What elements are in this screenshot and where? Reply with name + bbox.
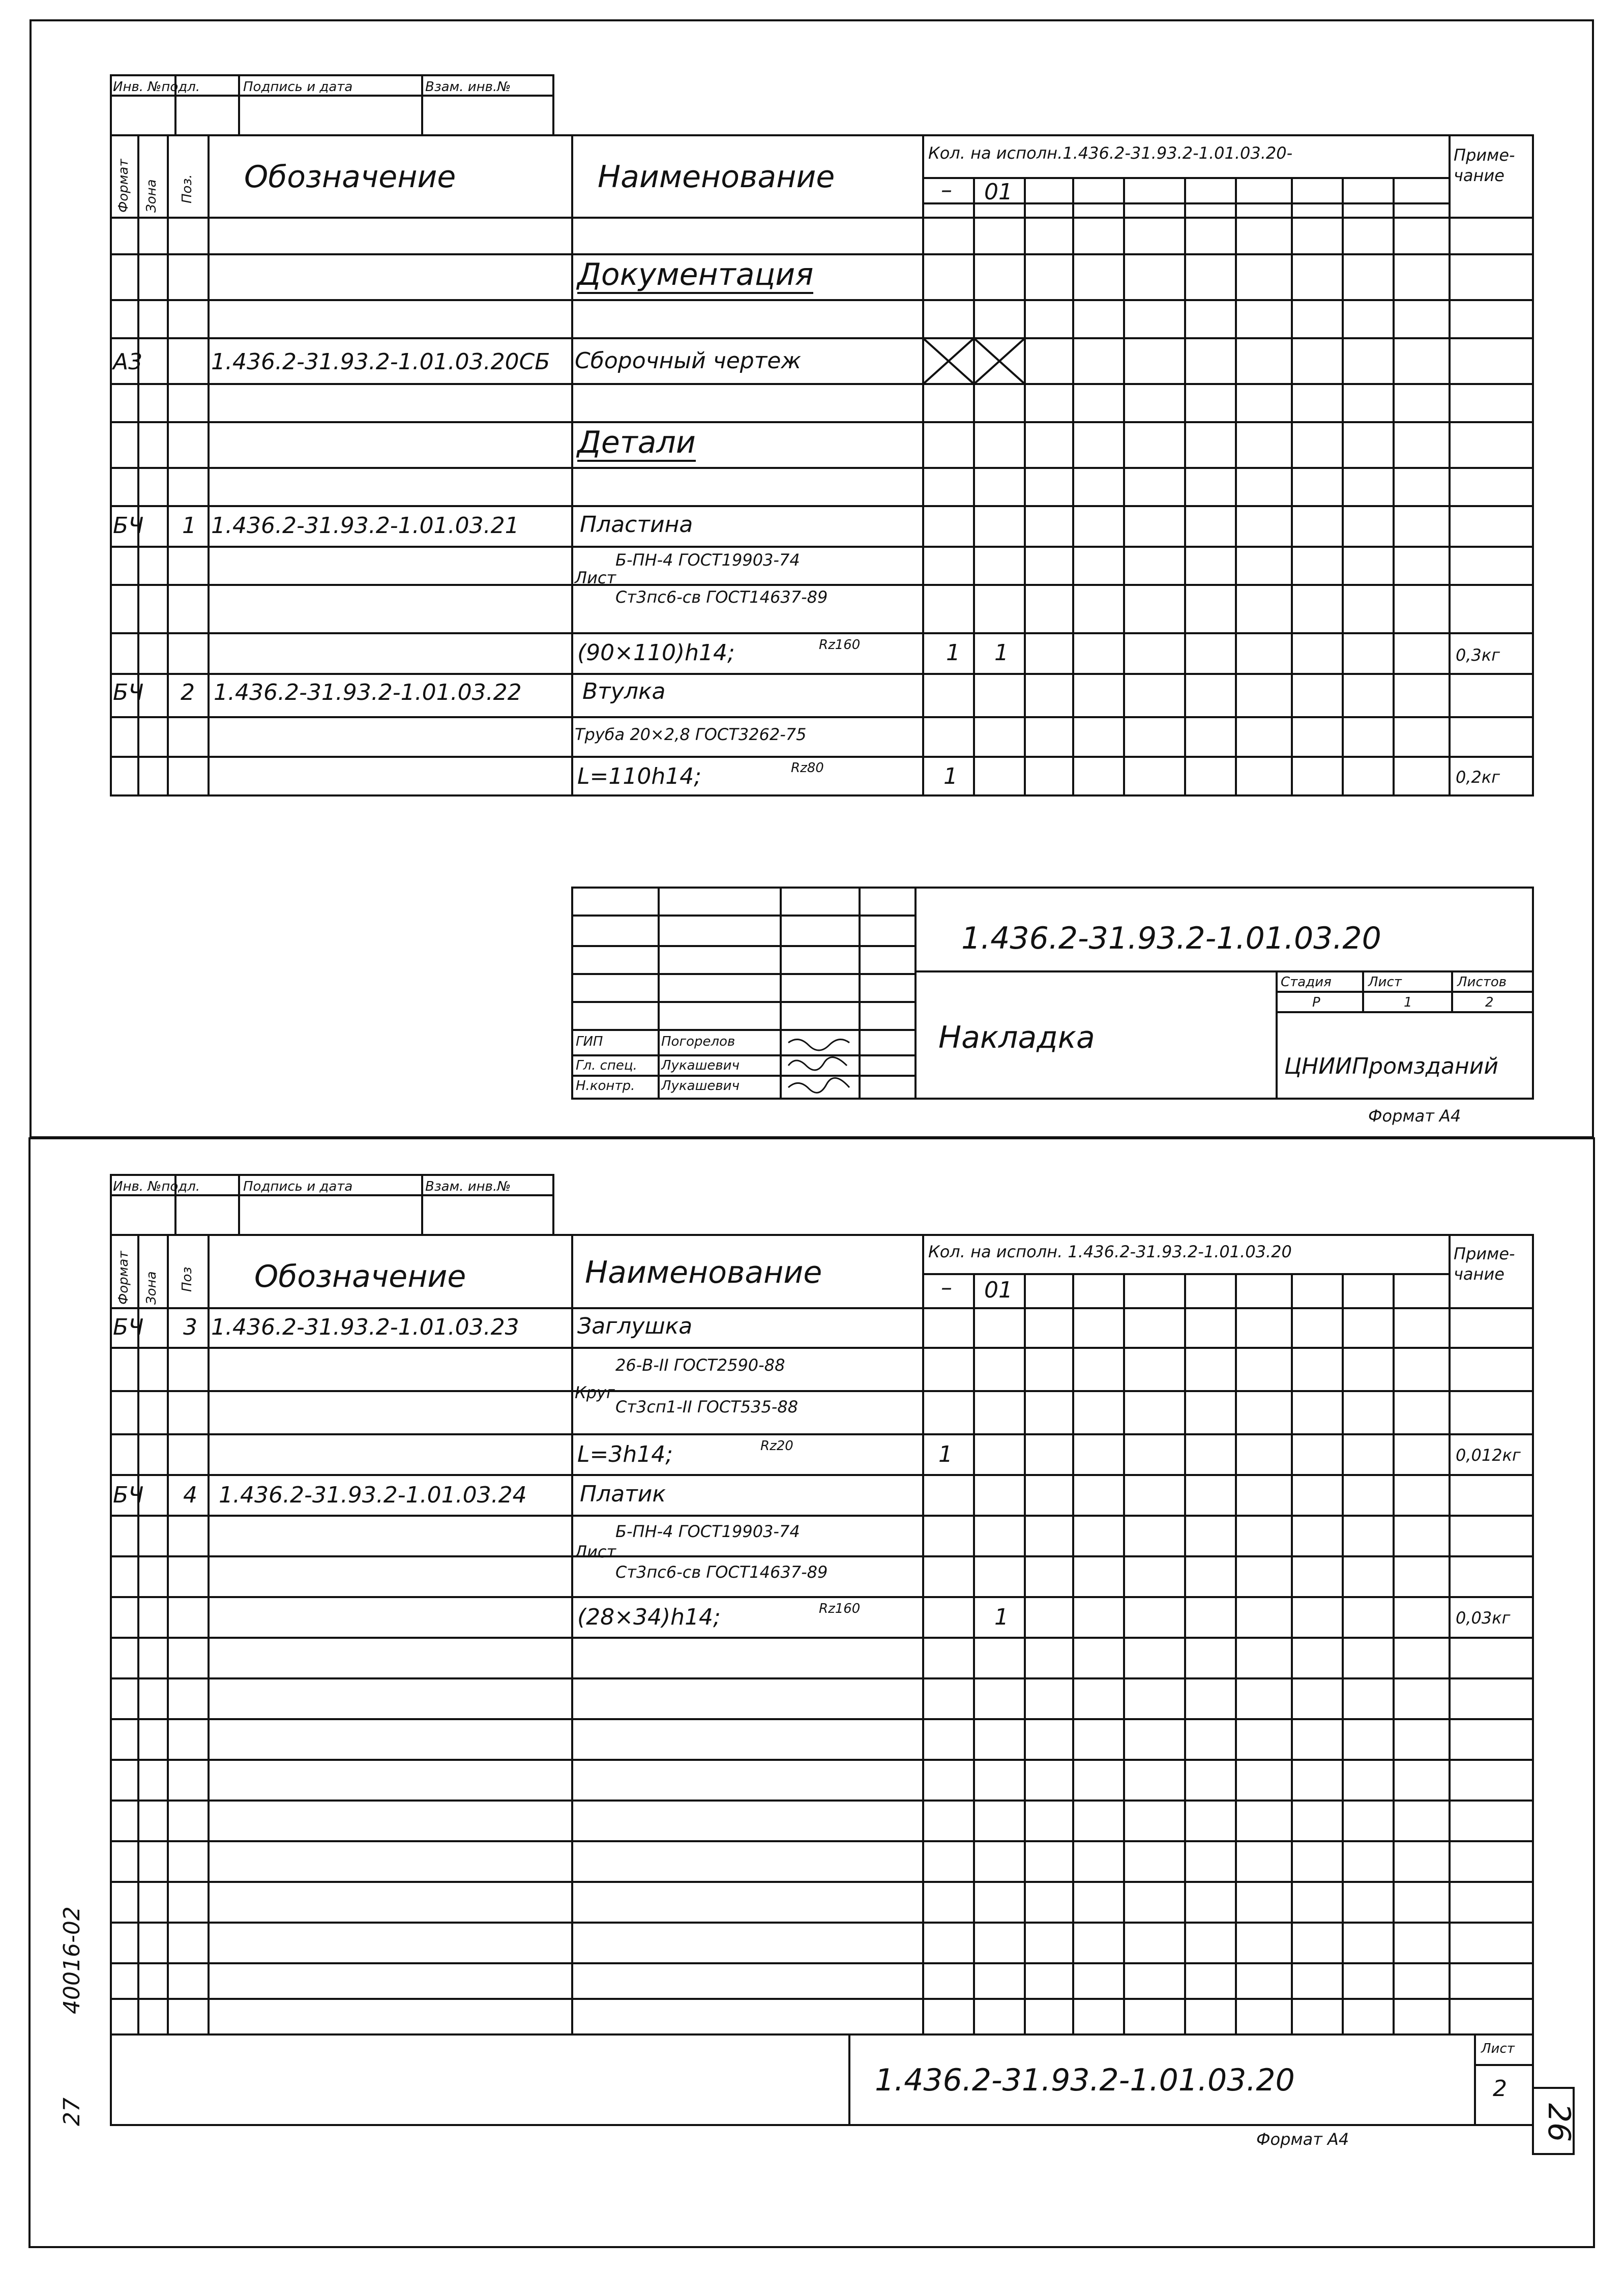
bottom-row-1-format: БЧ — [113, 1314, 144, 1340]
signer-1-name: Погорелов — [661, 1034, 735, 1049]
material-1-prefix: Лист — [575, 568, 616, 587]
top-title-listov-label: Листов — [1457, 975, 1507, 990]
signer-1-role: ГИП — [576, 1034, 603, 1049]
material-1-rz: Rz160 — [819, 637, 861, 653]
bottom-header-stamp-vzam-inv: Взам. инв.№ — [425, 1179, 511, 1194]
side-code: 40016-02 — [59, 1906, 85, 2014]
col-kol-dash: – — [941, 177, 952, 203]
bottom-title-code: 1.436.2-31.93.2-1.01.03.20 — [875, 2062, 1295, 2098]
material-1-q2: 1 — [994, 640, 1009, 666]
material-2-size: L=110h14; — [577, 763, 702, 789]
bottom-row-2-poz: 4 — [183, 1482, 197, 1508]
material-1-size: (90×110)h14; — [577, 640, 735, 666]
signer-2-role: Гл. спец. — [576, 1058, 637, 1073]
top-title-org: ЦНИИПромзданий — [1284, 1053, 1498, 1079]
top-title-code: 1.436.2-31.93.2-1.01.03.20 — [961, 921, 1381, 956]
bottom-col-zona-label: Зона — [144, 1271, 159, 1305]
row-3-naim: Втулка — [582, 679, 666, 704]
row-1-naim: Сборочный чертеж — [575, 348, 802, 374]
material-3-size: L=3h14; — [577, 1441, 673, 1467]
material-4-prefix: Лист — [575, 1542, 616, 1561]
signer-3-name: Лукашевич — [661, 1078, 740, 1094]
col-format-label: Формат — [116, 159, 131, 213]
bottom-col-kol-dash: – — [941, 1275, 952, 1301]
material-2-q1: 1 — [943, 763, 958, 789]
col-primechanie-label: Приме- чание — [1454, 145, 1515, 185]
material-2-rz: Rz80 — [791, 760, 824, 776]
material-4-q2: 1 — [994, 1604, 1009, 1630]
top-title-list-label: Лист — [1368, 975, 1402, 990]
material-3-line1: 26-В-II ГОСТ2590-88 — [615, 1355, 785, 1375]
top-title-listov: 2 — [1485, 995, 1494, 1010]
header-stamp-podpis-data: Подпись и дата — [243, 79, 353, 95]
col-poz-label: Поз. — [180, 174, 195, 203]
col-naimenovanie-label: Наименование — [598, 159, 835, 195]
top-title-list: 1 — [1404, 995, 1412, 1010]
section-documentation: Документация — [577, 259, 813, 294]
col-oboznachenie-label: Обозначение — [244, 159, 456, 195]
row-1-format: А3 — [113, 349, 143, 375]
bottom-row-1-naim: Заглушка — [577, 1313, 693, 1339]
signer-2-name: Лукашевич — [661, 1058, 740, 1073]
material-3-q1: 1 — [938, 1441, 953, 1467]
bottom-col-oboznachenie-label: Обозначение — [254, 1259, 466, 1294]
side-number: 27 — [59, 2098, 85, 2126]
row-2-oboz: 1.436.2-31.93.2-1.01.03.21 — [211, 513, 519, 539]
material-4-mass: 0,03кг — [1456, 1608, 1511, 1628]
row-1-oboz: 1.436.2-31.93.2-1.01.03.20СБ — [211, 349, 550, 375]
material-3-line2: Ст3сп1-II ГОСТ535-88 — [615, 1397, 799, 1417]
bottom-title-list-label: Лист — [1481, 2041, 1515, 2056]
material-1-line2: Ст3пс6-св ГОСТ14637-89 — [615, 587, 828, 607]
row-3-format: БЧ — [113, 680, 144, 705]
bottom-col-format-label: Формат — [116, 1251, 131, 1305]
material-4-size: (28×34)h14; — [577, 1604, 721, 1630]
material-3-mass: 0,012кг — [1456, 1446, 1521, 1465]
bottom-format-label: Формат А4 — [1256, 2130, 1349, 2149]
bottom-col-kol-header: Кол. на исполн. 1.436.2-31.93.2-1.01.03.20 — [928, 1242, 1292, 1261]
header-stamp-inv-podl: Инв. №подл. — [113, 79, 200, 95]
row-2-naim: Пластина — [580, 512, 693, 538]
bottom-header-stamp-inv-podl: Инв. №подл. — [113, 1179, 200, 1194]
bottom-title-list: 2 — [1493, 2076, 1507, 2102]
top-title-stadia: Р — [1312, 995, 1320, 1010]
material-1-mass: 0,3кг — [1456, 645, 1500, 665]
signer-3-role: Н.контр. — [576, 1078, 635, 1094]
page-number: 26 — [1541, 2103, 1577, 2142]
row-2-format: БЧ — [113, 513, 144, 539]
bottom-col-naimenovanie-label: Наименование — [585, 1255, 822, 1290]
header-stamp-vzam-inv: Взам. инв.№ — [425, 79, 511, 95]
material-1-q1: 1 — [946, 640, 960, 666]
bottom-row-1-poz: 3 — [183, 1314, 197, 1340]
material-3-prefix: Круг — [575, 1383, 615, 1402]
material-4-rz: Rz160 — [819, 1601, 861, 1616]
section-details: Детали — [577, 427, 696, 462]
material-2-line1: Труба 20×2,8 ГОСТ3262-75 — [575, 725, 807, 744]
col-kol-01: 01 — [984, 179, 1013, 205]
bottom-col-primechanie-label: Приме- чание — [1454, 1244, 1515, 1284]
bottom-row-1-oboz: 1.436.2-31.93.2-1.01.03.23 — [211, 1314, 519, 1340]
top-title-name: Накладка — [938, 1020, 1095, 1055]
signatures-image — [783, 1033, 860, 1099]
row-3-poz: 2 — [181, 680, 195, 705]
material-3-rz: Rz20 — [760, 1438, 793, 1454]
row-3-oboz: 1.436.2-31.93.2-1.01.03.22 — [214, 680, 522, 705]
col-kol-header: Кол. на исполн.1.436.2-31.93.2-1.01.03.20- — [928, 143, 1293, 163]
bottom-header-stamp-podpis-data: Подпись и дата — [243, 1179, 353, 1194]
bottom-row-2-oboz: 1.436.2-31.93.2-1.01.03.24 — [219, 1482, 527, 1508]
bottom-col-kol-01: 01 — [984, 1277, 1013, 1303]
top-title-stadia-label: Стадия — [1281, 975, 1332, 990]
material-2-mass: 0,2кг — [1456, 768, 1500, 787]
col-zona-label: Зона — [144, 179, 159, 213]
material-1-line1: Б-ПН-4 ГОСТ19903-74 — [615, 550, 800, 570]
material-4-line1: Б-ПН-4 ГОСТ19903-74 — [615, 1522, 800, 1541]
bottom-col-poz-label: Поз — [180, 1266, 195, 1292]
row-2-poz: 1 — [182, 513, 196, 539]
bottom-row-2-naim: Платик — [580, 1481, 666, 1507]
material-4-line2: Ст3пс6-св ГОСТ14637-89 — [615, 1562, 828, 1582]
top-format-label: Формат А4 — [1368, 1106, 1461, 1126]
bottom-row-2-format: БЧ — [113, 1482, 144, 1508]
